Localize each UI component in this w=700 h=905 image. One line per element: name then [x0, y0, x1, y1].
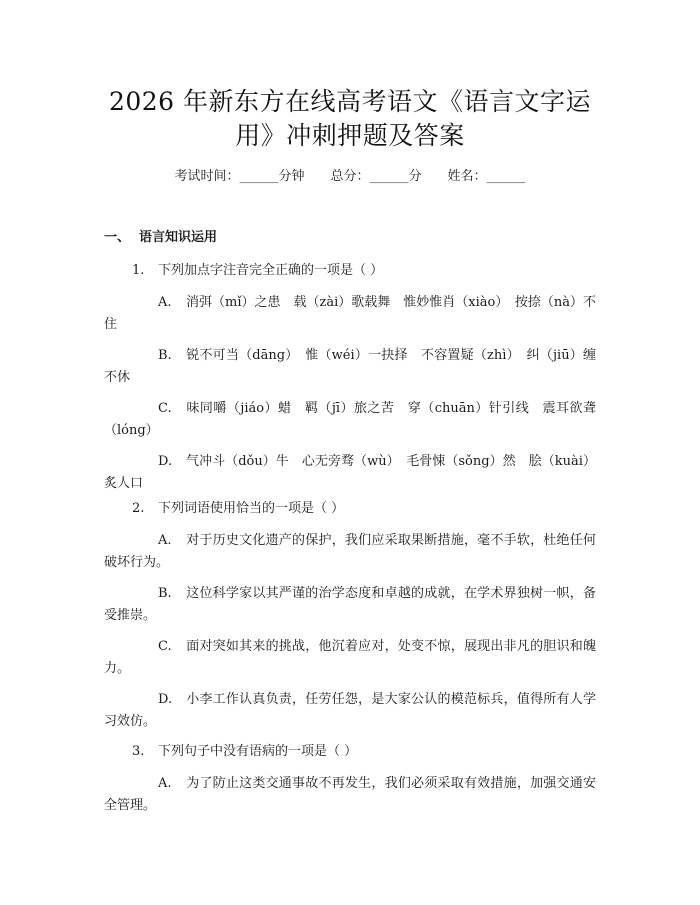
question-stem — [132, 262, 383, 280]
option-letter: A. — [158, 295, 172, 310]
option-letter: B. — [158, 348, 172, 363]
exam-name-field: 姓名：______ — [447, 169, 526, 184]
option-letter: A. — [158, 776, 172, 791]
exam-info — [0, 168, 700, 186]
document-title-line-1: 2026 年新东方在线高考语文《语言文字运 — [108, 87, 592, 116]
option-text: 消弭（mǐ）之患 载（zài）歌载舞 惟妙惟肖（xiào） 按捺（nà）不住 — [104, 295, 596, 332]
answer-option — [104, 689, 596, 733]
option-text: 为了防止这类交通事故不再发生，我们必须采取有效措施，加强交通安全管理。 — [104, 776, 596, 813]
option-text: 面对突如其来的挑战，他沉着应对，处变不惊，展现出非凡的胆识和魄力。 — [104, 639, 596, 676]
exam-score-field: 总分：______分 — [330, 169, 422, 184]
answer-option — [104, 451, 596, 495]
answer-option — [104, 773, 596, 817]
option-text: 对于历史文化遗产的保护，我们应采取果断措施，毫不手软，杜绝任何破坏行为。 — [104, 533, 596, 570]
option-letter: D. — [158, 454, 173, 469]
answer-option — [104, 292, 596, 336]
exam-time-field: 考试时间：______分钟 — [174, 169, 305, 184]
answer-option — [104, 530, 596, 574]
question-stem — [132, 743, 357, 761]
question-text: 下列词语使用恰当的一项是（ ） — [158, 501, 345, 516]
option-letter: C. — [158, 401, 172, 416]
section-heading — [104, 229, 217, 247]
section-number: 一、 — [104, 230, 131, 245]
option-text: 味同嚼（jiáo）蜡 羁（jī）旅之苦 穿（chuān）针引线 震耳欲聋（lóng） — [104, 401, 596, 438]
question-number: 1. — [132, 263, 145, 278]
option-letter: C. — [158, 639, 172, 654]
answer-option — [104, 636, 596, 680]
document-title-line-2: 用》冲刺押题及答案 — [235, 121, 465, 150]
question-stem — [132, 500, 344, 518]
option-letter: D. — [158, 692, 173, 707]
answer-option — [104, 583, 596, 627]
option-text: 小李工作认真负责，任劳任怨，是大家公认的模范标兵，值得所有人学习效仿。 — [104, 692, 596, 729]
answer-option — [104, 345, 596, 389]
question-text: 下列加点字注音完全正确的一项是（ ） — [158, 263, 384, 278]
question-text: 下列句子中没有语病的一项是（ ） — [158, 744, 358, 759]
answer-option — [104, 398, 596, 442]
option-letter: B. — [158, 586, 172, 601]
option-letter: A. — [158, 533, 172, 548]
question-number: 3. — [132, 744, 145, 759]
option-text: 锐不可当（dāng） 惟（wéi）一抉择 不容置疑（zhì） 纠（jiū）缠不休 — [104, 348, 596, 385]
section-title: 语言知识运用 — [139, 230, 218, 245]
option-text: 气冲斗（dǒu）牛 心无旁骛（wù） 毛骨悚（sǒng）然 脍（kuài）炙人口 — [104, 454, 596, 491]
option-text: 这位科学家以其严谨的治学态度和卓越的成就，在学术界独树一帜，备受推崇。 — [104, 586, 596, 623]
question-number: 2. — [132, 501, 145, 516]
